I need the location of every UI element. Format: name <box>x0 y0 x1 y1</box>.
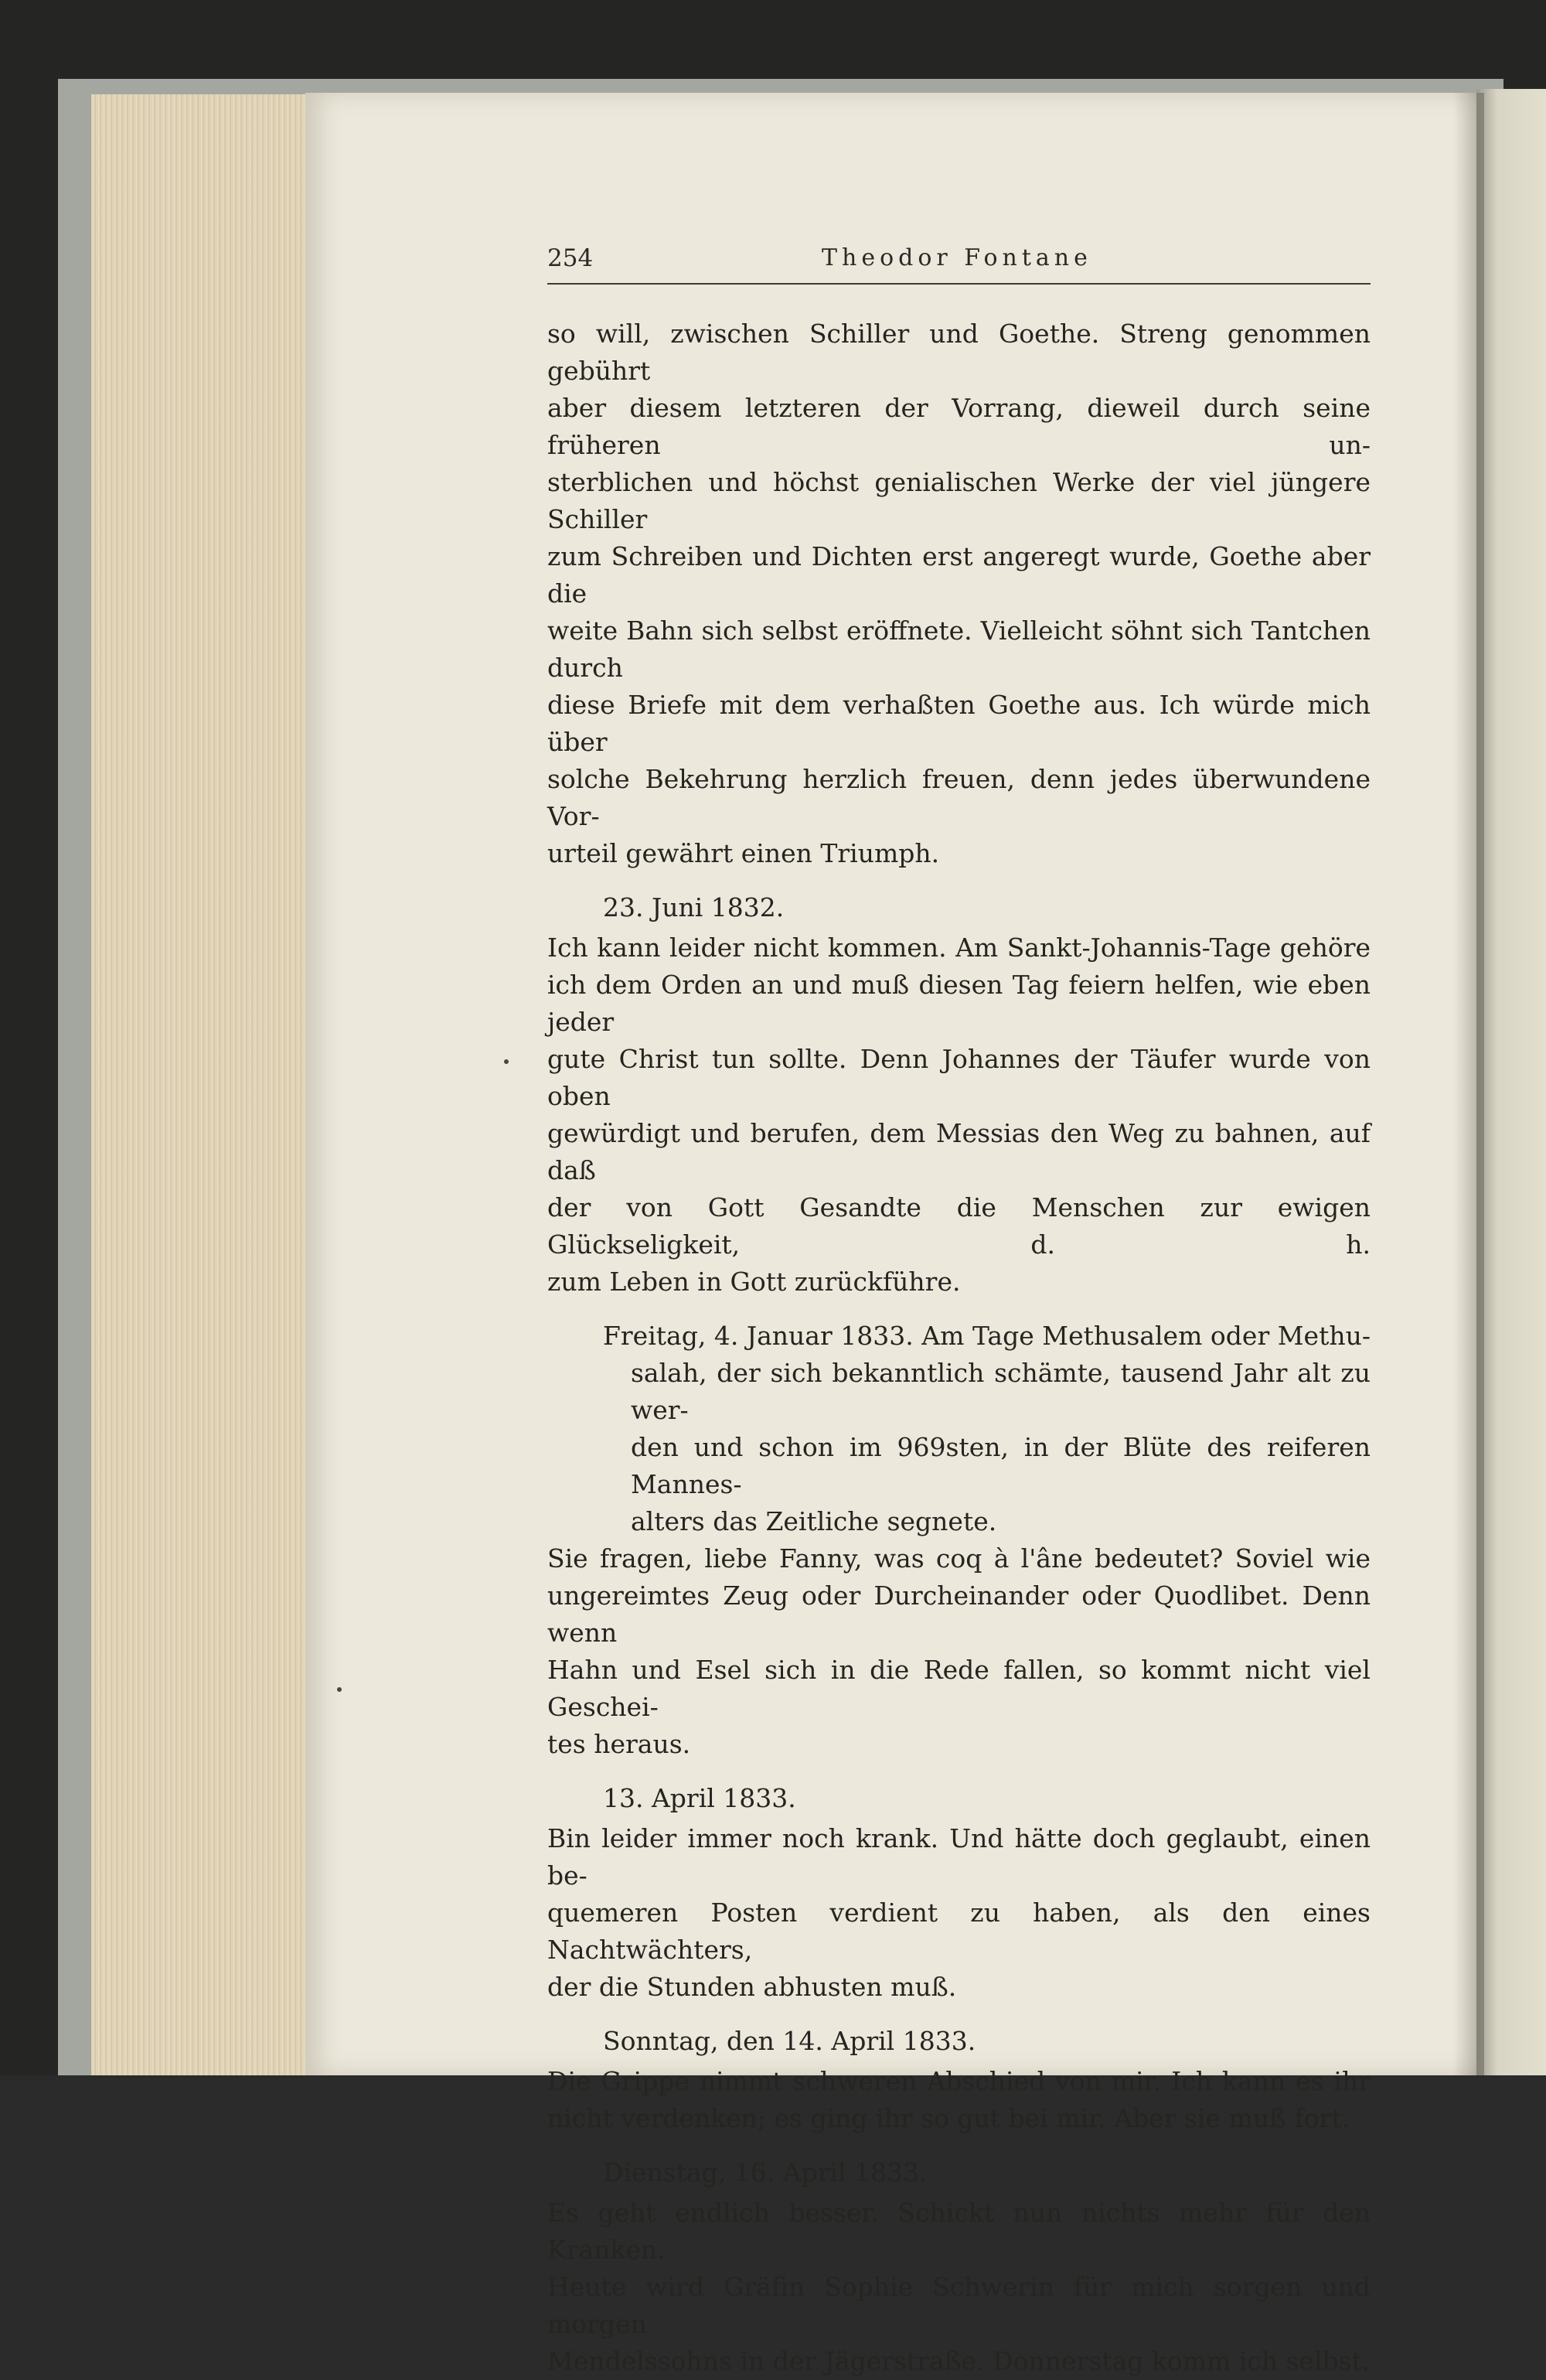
paragraph-6 <box>547 2063 1371 2137</box>
text-line: gewürdigt und berufen, dem Messias den Weg zu bahnen, auf daß <box>547 1118 1371 1185</box>
text-line: Hahn und Esel sich in die Rede fallen, so kommt nicht viel Geschei- <box>547 1655 1371 1722</box>
page-body <box>547 315 1371 2380</box>
text-line: aber diesem letzteren der Vorrang, dieweil durch seine früheren un- <box>547 393 1371 460</box>
facing-page-edge <box>1476 89 1546 2075</box>
text-line: so will, zwischen Schiller und Goethe. Streng genommen gebührt <box>547 319 1371 386</box>
text-line: gute Christ tun sollte. Denn Johannes der Täufer wurde von oben <box>547 1044 1371 1111</box>
text-line: salah, der sich bekanntlich schämte, tausend Jahr alt zu wer- <box>631 1358 1371 1425</box>
text-line: solche Bekehrung herzlich freuen, denn jedes überwundene Vor- <box>547 764 1371 831</box>
text-line: ich dem Orden an und muß diesen Tag feiern helfen, wie eben jeder <box>547 970 1371 1037</box>
text-line: quemeren Posten verdient zu haben, als den eines Nachtwächters, <box>547 1898 1371 1965</box>
text-line: weite Bahn sich selbst eröffnete. Vielleicht söhnt sich Tantchen durch <box>547 615 1371 683</box>
entry-date: Dienstag, 16. April 1833. <box>603 2157 928 2187</box>
paragraph-5 <box>547 1820 1371 2006</box>
text-line: Heute wird Gräfin Sophie Schwerin für mich sorgen und morgen <box>547 2272 1371 2339</box>
entry-date: 23. Juni 1832. <box>603 892 785 922</box>
text-line: Ich kann leider nicht kommen. Am Sankt-Johannis-Tage gehöre <box>547 933 1371 963</box>
text-line: sterblichen und höchst genialischen Werke der viel jüngere Schiller <box>547 467 1371 534</box>
page-gutter-shadow <box>1453 93 1484 2075</box>
text-line: Die Grippe nimmt schweren Abschied von mir. Ich kann es ihr <box>547 2066 1371 2096</box>
text-line: zum Schreiben und Dichten erst angeregt wurde, Goethe aber die <box>547 541 1371 609</box>
text-line: zum Leben in Gott zurückführe. <box>547 1267 961 1297</box>
text-line: Bin leider immer noch krank. Und hätte doch geglaubt, einen be- <box>547 1823 1371 1891</box>
text-line: Mendelssohns in der Jägerstraße. Donnerstag komm ich selbst. <box>547 2346 1371 2376</box>
paragraph-2 <box>547 929 1371 1301</box>
page-number: 254 <box>547 244 594 272</box>
page-header <box>547 244 1371 285</box>
spacer <box>547 1301 1371 1318</box>
paper-speck <box>504 1059 509 1064</box>
text-line: der von Gott Gesandte die Menschen zur ewigen Glückseligkeit, d. h. <box>547 1192 1371 1260</box>
text-line: diese Briefe mit dem verhaßten Goethe aus. Ich würde mich über <box>547 690 1371 757</box>
text-line: Sie fragen, liebe Fanny, was coq à l'âne bedeutet? Soviel wie <box>547 1543 1371 1574</box>
page-edges <box>91 94 309 2075</box>
entry-date: Sonntag, den 14. April 1833. <box>603 2026 976 2056</box>
text-line: den und schon im 969sten, in der Blüte des reiferen Mannes- <box>631 1432 1371 1499</box>
text-line: alters das Zeitliche segnete. <box>631 1506 997 1536</box>
text-line: der die Stunden abhusten muß. <box>547 1972 957 2002</box>
paper-speck <box>337 1687 342 1692</box>
entry-date: 13. April 1833. <box>603 1783 796 1813</box>
paragraph-7 <box>547 2194 1371 2380</box>
text-line: tes heraus. <box>547 1729 691 1759</box>
text-line: nicht verdenken; es ging ihr so gut bei mir. Aber sie muß fort. <box>547 2103 1350 2133</box>
paragraph-4 <box>547 1540 1371 1763</box>
running-head: Theodor Fontane <box>822 244 1092 271</box>
text-line: Es geht endlich besser. Schickt nun nichts mehr für den Kranken. <box>547 2198 1371 2265</box>
text-line: ungereimtes Zeug oder Durcheinander oder Quodlibet. Denn wenn <box>547 1580 1371 1648</box>
paragraph-3-entry <box>547 1318 1371 1540</box>
text-line: urteil gewährt einen Triumph. <box>547 838 940 868</box>
text-line: Freitag, 4. Januar 1833. Am Tage Methusalem oder Methu- <box>603 1321 1371 1351</box>
paragraph-1 <box>547 315 1371 872</box>
